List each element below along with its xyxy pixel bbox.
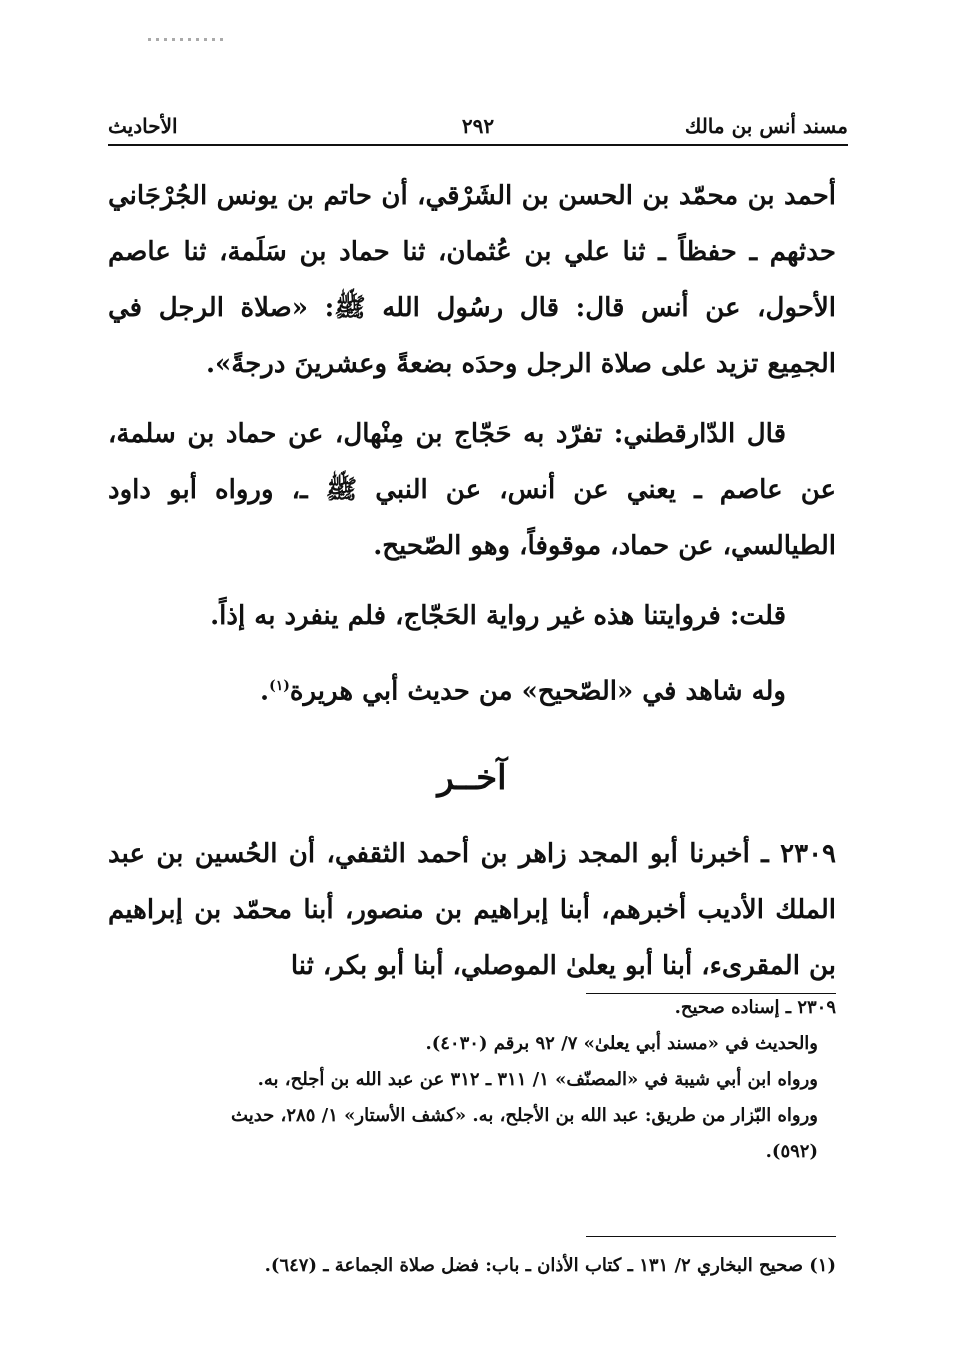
section-title: آخــر: [437, 757, 507, 798]
footnote-line-3: ورواه ابن أبي شيبة في «المصنّف» ١/ ٣١١ ـ ٣١٢ عن عبد الله بن أجلح، به.: [257, 1069, 818, 1090]
paragraph-2: قال الدّارقطني: تفرّد به حَجّاج بن مِنْهال، عن حماد بن سلمة، عن عاصم ـ يعني عن أنس، عن النبي ﷺ ـ، ورواه أبو داود الطيالسي، عن حماد، موقوفاً، وهو الصّحيح.: [108, 419, 836, 561]
paragraph-3: قلت: فروايتنا هذه غير رواية الحَجّاج، فلم ينفرد به إذاً.: [210, 601, 786, 631]
paragraph-4: [108, 658, 836, 720]
paragraph-1: أحمد بن محمّد بن الحسن بن الشَرْقي، أن حاتم بن يونس الجُرْجَاني حدثهم ـ حفظاً ـ ثنا علي بن عُثمان، ثنا حماد بن سَلَمة، ثنا عاصم الأحول، عن أنس قال: قال رسُول الله ﷺ: «صلاة الرجل في الجمِيع تزيد على صلاة الرجل وحدَه بضعةً وعشرينَ درجةً».: [108, 181, 836, 379]
bottom-note-divider: [586, 1236, 836, 1237]
scan-artifact: [148, 38, 228, 41]
paragraph-4-text: وله شاهد في «الصّحيح» من حديث أبي هريرة: [289, 676, 786, 707]
paragraph-4-end: .: [260, 676, 270, 707]
paragraph-5: ٢٣٠٩ ـ أخبرنا أبو المجد زاهر بن أحمد الثقفي، أن الحُسين بن عبد الملك الأديب أخبرهم، أبنا إبراهيم بن منصور، أبنا محمّد بن إبراهيم بن المقرىء، أبنا أبو يعلىٰ الموصلي، أبنا أبو بكر، ثنا: [108, 838, 836, 981]
bottom-footnote: (١) صحيح البخاري ٢/ ١٣١ ـ كتاب الأذان ـ باب: فضل صلاة الجماعة ـ (٦٤٧).: [264, 1255, 836, 1276]
footnote-line-2: والحديث في «مسند أبي يعلىٰ» ٧/ ٩٢ برقم (٤٠٣٠).: [425, 1033, 818, 1054]
footnotes: [120, 990, 836, 1170]
footnote-line-5: (٥٩٢).: [765, 1141, 818, 1162]
footnote-line-4: ورواه البّزار من طريق: عبد الله بن الأجلح، به. «كشف الأستار» ١/ ٢٨٥، حديث: [231, 1105, 818, 1126]
main-text: [108, 168, 836, 1008]
footnote-line-1: ٢٣٠٩ ـ إسناده صحيح.: [674, 997, 836, 1018]
running-header: [108, 108, 848, 146]
page-number: ٢٩٢: [461, 114, 495, 138]
header-section-title: الأحاديث: [108, 114, 178, 138]
footnote-ref-1[interactable]: (١): [269, 678, 290, 694]
header-book-title: مسند أنس بن مالك: [684, 114, 848, 138]
